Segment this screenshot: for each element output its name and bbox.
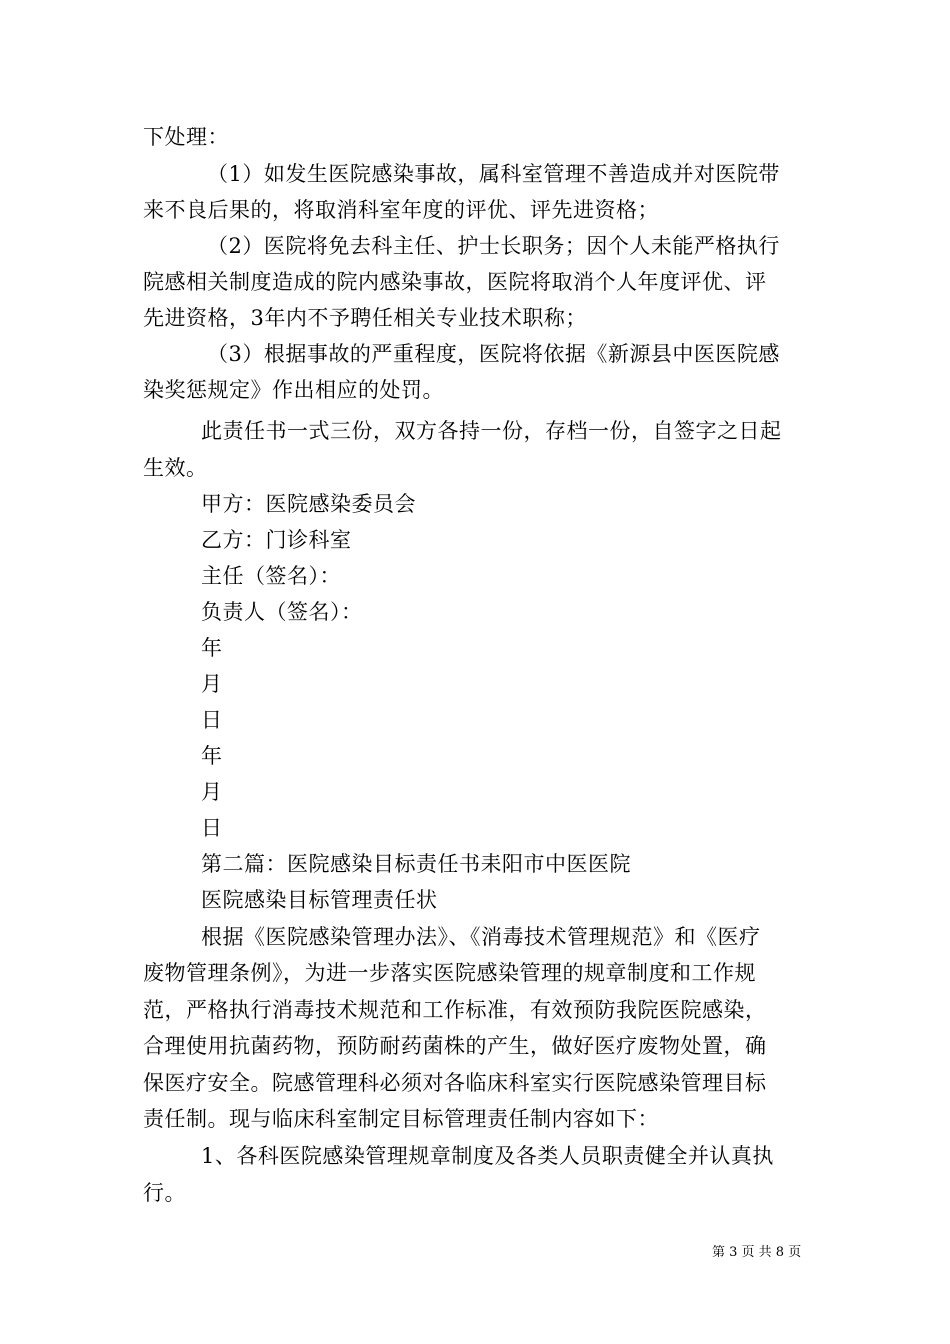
director-signature-line: 主任（签名）： xyxy=(201,564,341,588)
paragraph-line: 下处理： xyxy=(143,125,229,149)
paragraph-line: 废物管理条例》，为进一步落实医院感染管理的规章制度和工作规 xyxy=(143,961,756,985)
paragraph-line: 合理使用抗菌药物，预防耐药菌株的产生，做好医疗废物处置，确 xyxy=(143,1034,767,1058)
page-number-footer: 第 3 页 共 8 页 xyxy=(712,1245,802,1260)
paragraph-line: 根据《医院感染管理办法》、《消毒技术管理规范》和《医疗 xyxy=(201,925,761,949)
party-b-line: 乙方：门诊科室 xyxy=(201,528,352,552)
responsible-signature-line: 负责人（签名）： xyxy=(201,600,363,624)
paragraph-line: 责任制。现与临床科室制定目标管理责任制内容如下： xyxy=(143,1107,659,1131)
paragraph-line: 1、各科医院感染管理规章制度及各类人员职责健全并认真执 xyxy=(201,1144,774,1168)
paragraph-line: 此责任书一式三份，双方各持一份，存档一份，自签字之日起 xyxy=(201,419,782,443)
date-month: 月 xyxy=(201,780,223,804)
date-year: 年 xyxy=(201,744,223,768)
paragraph-line: 染奖惩规定》作出相应的处罚。 xyxy=(143,378,444,402)
paragraph-line: 先进资格，3年内不予聘任相关专业技术职称； xyxy=(143,306,587,330)
paragraph-line: （1）如发生医院感染事故，属科室管理不善造成并对医院带 xyxy=(207,162,780,186)
date-year: 年 xyxy=(201,636,223,660)
paragraph-line: 来不良后果的，将取消科室年度的评优、评先进资格； xyxy=(143,198,659,222)
date-month: 月 xyxy=(201,672,223,696)
paragraph-line: 范，严格执行消毒技术规范和工作标准，有效预防我院医院感染， xyxy=(143,998,767,1022)
paragraph-line: 生效。 xyxy=(143,456,208,480)
paragraph-line: （3）根据事故的严重程度，医院将依据《新源县中医医院感 xyxy=(207,342,780,366)
party-a-line: 甲方：医院感染委员会 xyxy=(201,492,416,516)
chapter-title: 第二篇：医院感染目标责任书耒阳市中医医院 xyxy=(201,852,631,876)
chapter-subtitle: 医院感染目标管理责任状 xyxy=(201,888,438,912)
paragraph-line: （2）医院将免去科主任、护士长职务；因个人未能严格执行 xyxy=(207,234,780,258)
date-day: 日 xyxy=(201,708,223,732)
paragraph-line: 行。 xyxy=(143,1181,186,1205)
date-day: 日 xyxy=(201,816,223,840)
paragraph-line: 院感相关制度造成的院内感染事故，医院将取消个人年度评优、评 xyxy=(143,270,767,294)
paragraph-line: 保医疗安全。院感管理科必须对各临床科室实行医院感染管理目标 xyxy=(143,1071,767,1095)
